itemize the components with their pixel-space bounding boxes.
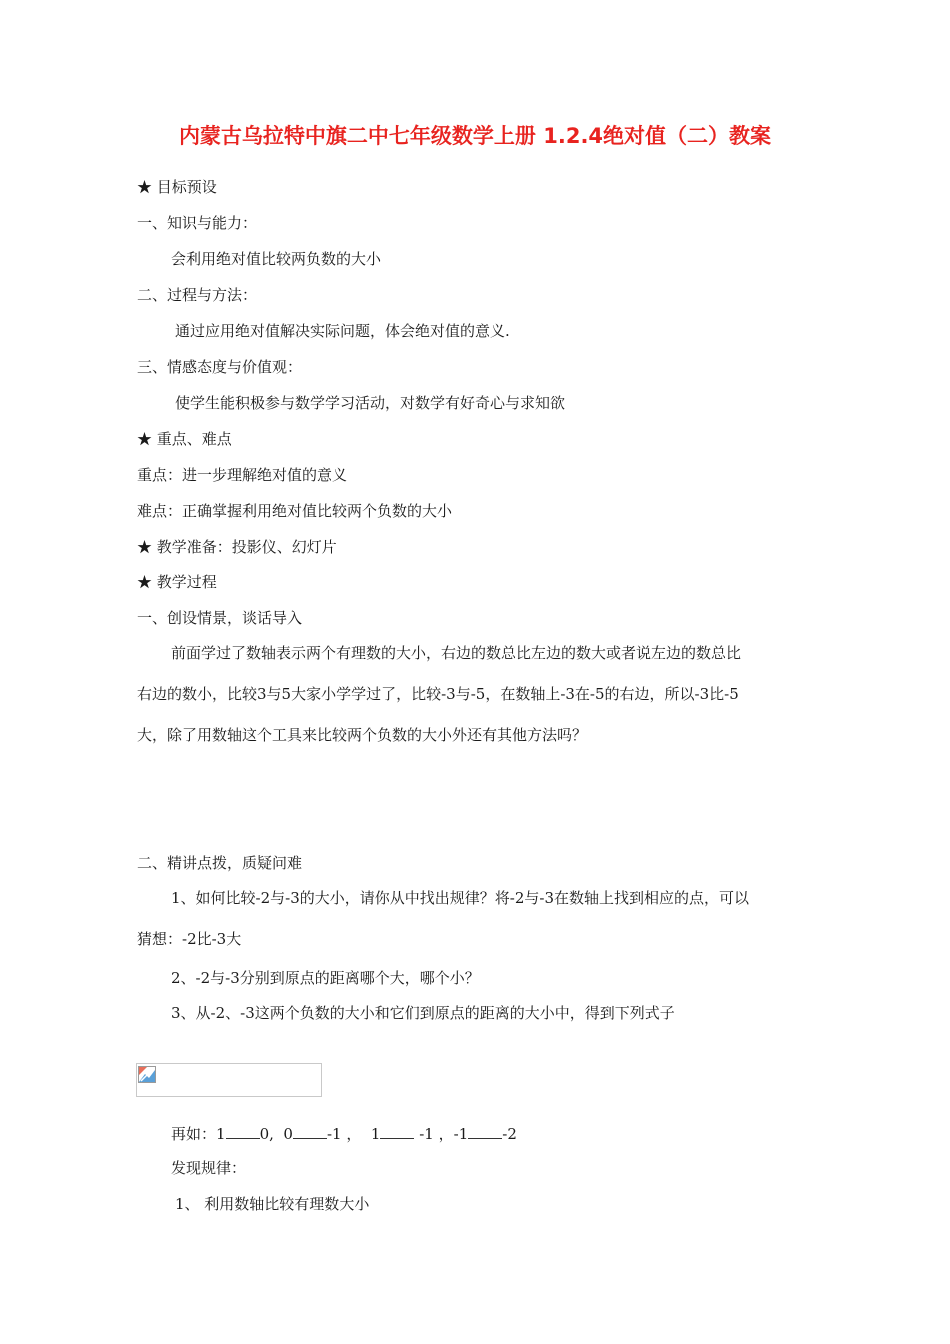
goals-heading: ★ 目标预设 xyxy=(137,178,217,196)
example-f: -1 ， xyxy=(419,1125,454,1143)
example-prefix: 再如： xyxy=(171,1125,217,1143)
method-text: 通过应用绝对值解决实际问题，体会绝对值的意义. xyxy=(175,322,510,340)
question-2: 2、-2与-3分别到原点的距离哪个大，哪个小？ xyxy=(171,969,480,987)
example-c: 0 xyxy=(283,1125,293,1143)
broken-image-icon xyxy=(138,1066,156,1083)
example-b: 0, xyxy=(259,1125,274,1143)
attitude-heading: 三、情感态度与价值观： xyxy=(137,358,303,376)
document-title: 内蒙古乌拉特中旗二中七年级数学上册 1.2.4绝对值（二）教案 xyxy=(178,124,772,148)
knowledge-text: 会利用绝对值比较两负数的大小 xyxy=(171,250,382,268)
question-3: 3、从-2、-3这两个负数的大小和它们到原点的距离的大小中，得到下列式子 xyxy=(171,1004,675,1022)
answer-blank-2[interactable] xyxy=(293,1122,327,1139)
intro-paragraph xyxy=(137,633,753,756)
difficulty-point: 难点：正确掌握利用绝对值比较两个负数的大小 xyxy=(137,502,453,520)
intro-paragraph-text: 前面学过了数轴表示两个有理数的大小，右边的数总比左边的数大或者说左边的数总比右边的数小，比较3与5大家小学学过了，比较-3与-5，在数轴上-3在-5的右边，所以-3比-5大，除了用数轴这个工具来比较两个负数的大小外还有其他方法吗？ xyxy=(137,644,742,744)
example-g: -1 xyxy=(453,1125,469,1143)
example-d: -1 ， xyxy=(326,1125,362,1143)
example-line xyxy=(171,1122,517,1144)
method-heading: 二、过程与方法： xyxy=(137,286,258,304)
rule-heading: 发现规律： xyxy=(171,1159,247,1177)
prep-heading: ★ 教学准备：投影仪、幻灯片 xyxy=(137,538,337,556)
question-1 xyxy=(137,878,753,960)
process-heading: ★ 教学过程 xyxy=(137,573,217,591)
answer-blank-4[interactable] xyxy=(468,1122,502,1139)
intro-heading: 一、创设情景，谈话导入 xyxy=(137,609,303,627)
answer-blank-1[interactable] xyxy=(226,1122,260,1139)
attitude-text: 使学生能积极参与数学学习活动，对数学有好奇心与求知欲 xyxy=(175,394,566,412)
knowledge-heading: 一、知识与能力： xyxy=(137,214,258,232)
rule-1: 1、 利用数轴比较有理数大小 xyxy=(175,1195,370,1213)
example-e: 1 xyxy=(370,1125,381,1143)
example-h: -2 xyxy=(502,1125,517,1143)
missing-image-frame xyxy=(136,1063,322,1097)
question-1-text: 1、如何比较-2与-3的大小，请你从中找出规律？将-2与-3在数轴上找到相应的点，可以猜想：-2比-3大 xyxy=(137,889,749,948)
explain-heading: 二、精讲点拨，质疑问难 xyxy=(137,854,303,872)
key-point: 重点：进一步理解绝对值的意义 xyxy=(137,466,348,484)
keypoints-heading: ★ 重点、难点 xyxy=(137,430,232,448)
example-a: 1 xyxy=(216,1125,226,1143)
answer-blank-3[interactable] xyxy=(380,1122,414,1139)
